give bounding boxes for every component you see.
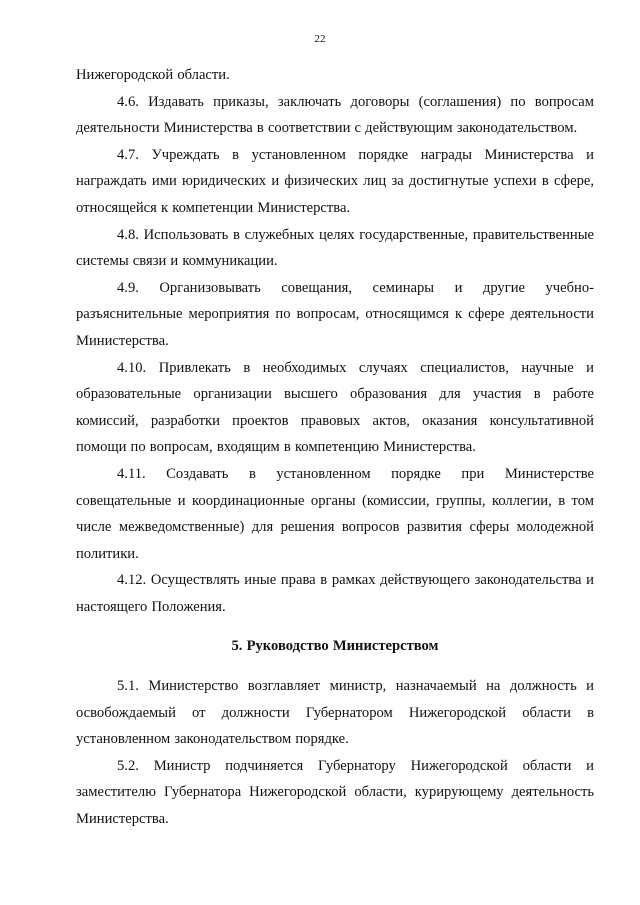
clause-4-8: 4.8. Использовать в служебных целях государственные, правительственные системы связи и коммуникации. [76,226,594,270]
page-number: 22 [314,33,326,45]
document-body [76,62,594,833]
clause-4-11: 4.11. Создавать в установленном порядке при Министерстве совещательные и координационные органы (комиссии, группы, коллегии, в том числе межведомственные) для решения вопросов развития сферы молодежной политики. [76,465,594,562]
section-heading: 5. Руководство Министерством [231,638,439,655]
clause-4-10: 4.10. Привлекать в необходимых случаях специалистов, научные и образовательные организации высшего образования для участия в работе комиссий, разработки проектов правовых актов, оказания консультативной помощи по вопросам, входящим в компетенцию Министерства. [76,359,594,456]
continuation-text: Нижегородской области. [76,67,230,83]
clause-4-12: 4.12. Осуществлять иные права в рамках действующего законодательства и настоящего Положения. [76,572,594,615]
clause-4-6: 4.6. Издавать приказы, заключать договоры (соглашения) по вопросам деятельности Министерства в соответствии с действующим законодательством. [76,93,594,137]
clause-5-2: 5.2. Министр подчиняется Губернатору Нижегородской области и заместителю Губернатора Нижегородской области, курирующему деятельность Министерства. [76,757,594,828]
clause-5-1: 5.1. Министерство возглавляет министр, назначаемый на должность и освобождаемый от должности Губернатором Нижегородской области в установленном законодательством порядке. [76,678,594,748]
clause-4-9: 4.9. Организовывать совещания, семинары и другие учебно-разъяснительные мероприятия по вопросам, относящимся к сфере деятельности Министерства. [76,279,594,349]
clause-4-7: 4.7. Учреждать в установленном порядке награды Министерства и награждать ими юридических и физических лиц за достигнутые успехи в сфере, относящейся к компетенции Министерства. [76,146,594,216]
